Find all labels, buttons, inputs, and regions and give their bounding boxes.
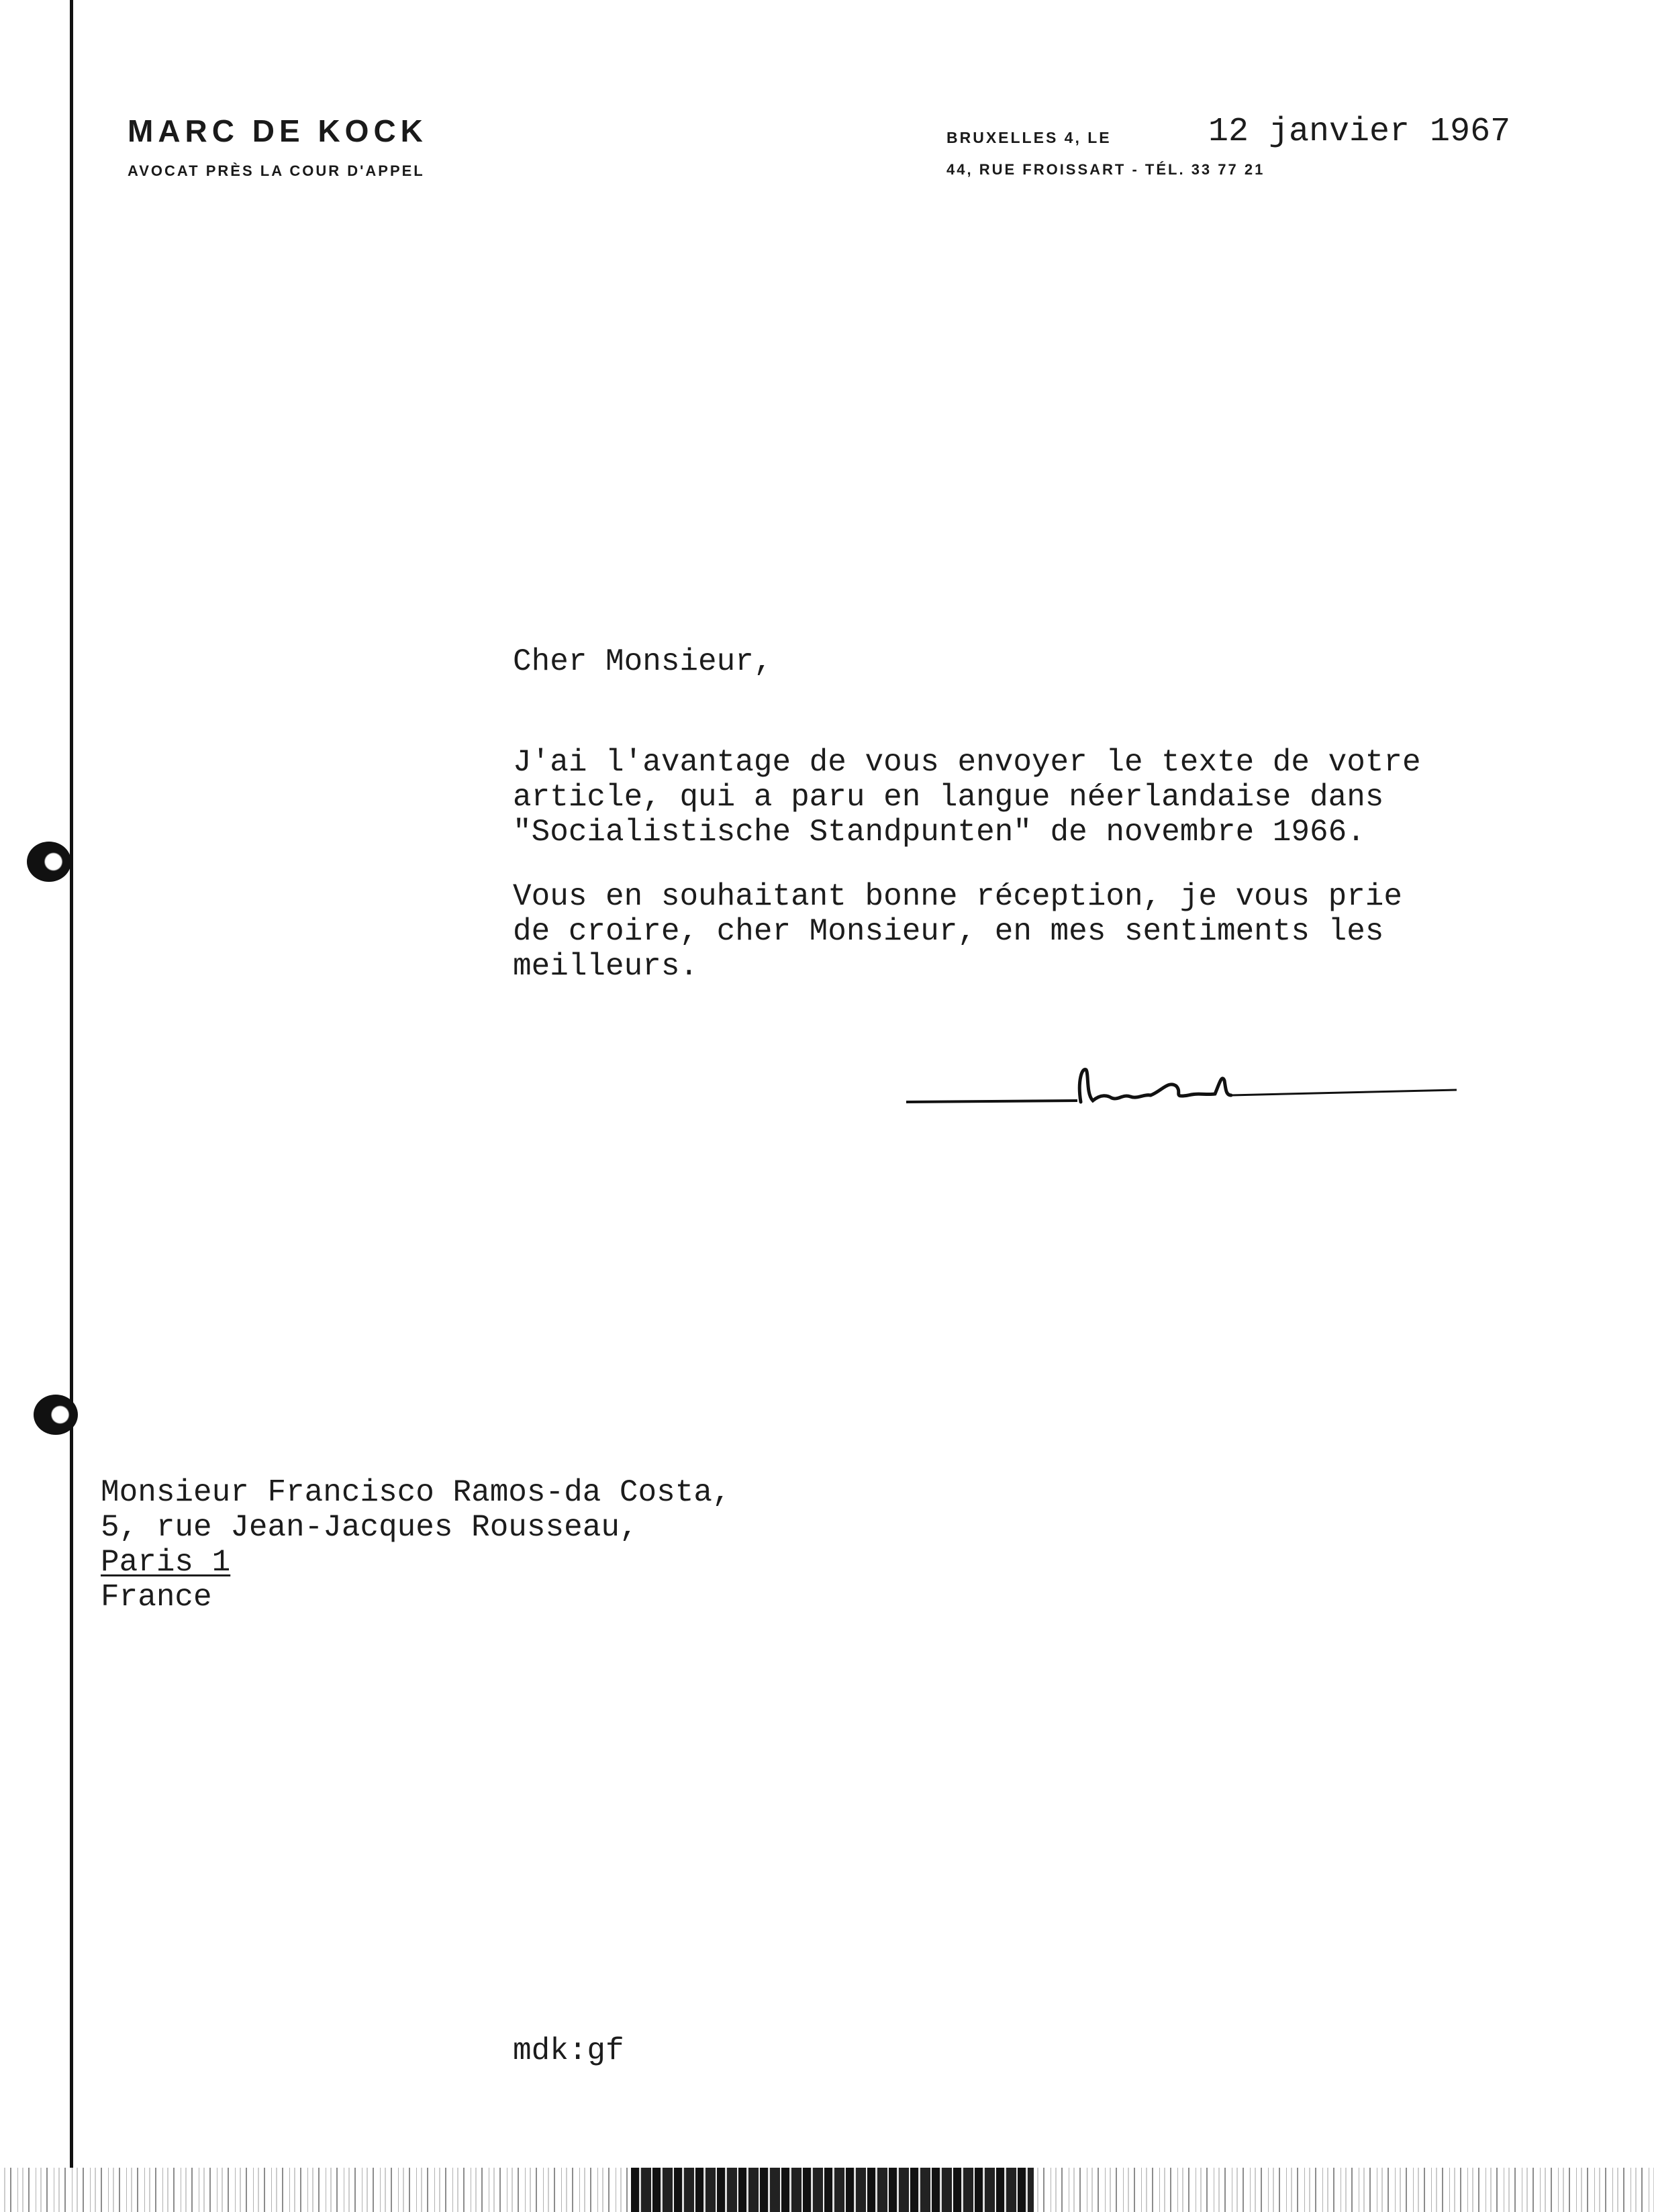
letterhead-address: 44, RUE FROISSART - TÉL. 33 77 21 [946, 161, 1265, 178]
reference-initials: mdk:gf [513, 2033, 624, 2068]
scan-edge-band [631, 2168, 1034, 2212]
paragraph-line: article, qui a paru en langue néerlandaise dans [513, 780, 1384, 815]
paragraph-line: "Socialistische Standpunten" de novembre 1966. [513, 815, 1365, 850]
paragraph-line: de croire, cher Monsieur, en mes sentiments les [513, 914, 1384, 949]
recipient-street: 5, rue Jean-Jacques Rousseau, [101, 1510, 638, 1545]
punch-hole [27, 842, 71, 882]
recipient-city: Paris 1 [101, 1545, 231, 1580]
left-margin-rule [70, 0, 73, 2168]
body-paragraph [513, 745, 1533, 850]
punch-hole [34, 1395, 78, 1435]
letterhead-title: AVOCAT PRÈS LA COUR D'APPEL [128, 162, 425, 179]
letterhead-name: MARC DE KOCK [128, 113, 428, 148]
handwritten-signature [906, 1054, 1457, 1121]
paragraph-line: J'ai l'avantage de vous envoyer le texte de votre [513, 745, 1421, 780]
paragraph-line: meilleurs. [513, 949, 699, 984]
recipient-country: France [101, 1580, 212, 1615]
letterhead-city-line: BRUXELLES 4, LE [946, 129, 1112, 146]
paragraph-line: Vous en souhaitant bonne réception, je vous prie [513, 879, 1403, 914]
letter-date: 12 janvier 1967 [1208, 113, 1511, 151]
recipient-address [101, 1475, 731, 1615]
body-paragraph [513, 879, 1533, 984]
salutation: Cher Monsieur, [513, 644, 773, 679]
recipient-name: Monsieur Francisco Ramos-da Costa, [101, 1475, 731, 1510]
